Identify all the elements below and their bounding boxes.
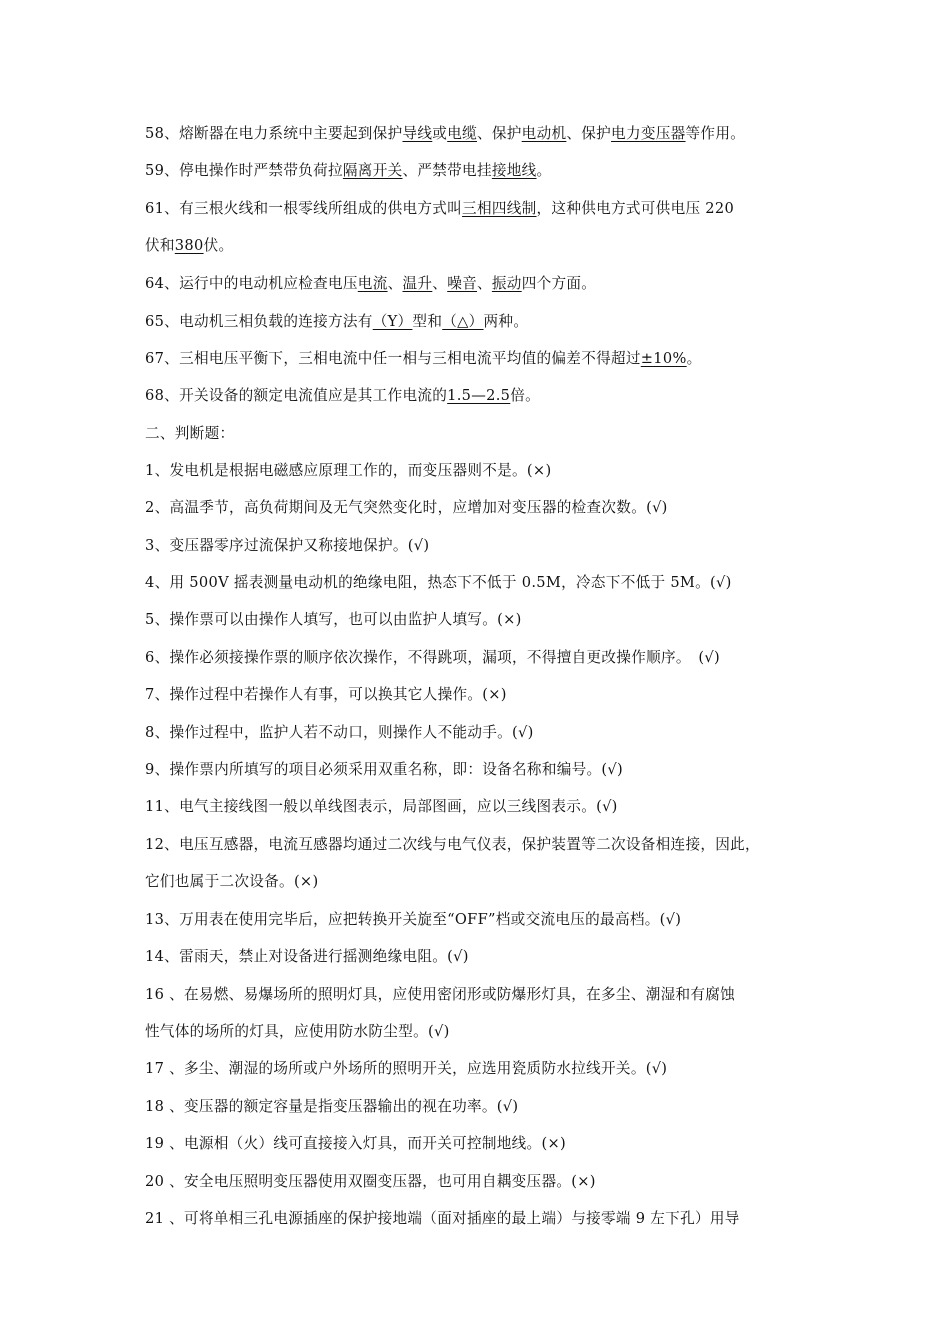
question-text: 59、停电操作时严禁带负荷拉 (145, 162, 343, 179)
question-text: 65、电动机三相负载的连接方法有 (145, 313, 373, 330)
question-text: 67、三相电压平衡下，三相电流中任一相与三相电流平均值的偏差不得超过 (145, 350, 641, 367)
answer-blank: 三相四线制 (462, 200, 537, 217)
answer-blank: 接地线 (491, 162, 537, 179)
answer-blank: 电力变压器 (611, 125, 686, 142)
judgment-line: 6、操作必须接操作票的顺序依次操作，不得跳项，漏项，不得擅自更改操作顺序。 (√) (145, 649, 720, 666)
question-text: 58、熔断器在电力系统中主要起到保护 (145, 125, 403, 142)
answer-blank: 隔离开关 (342, 162, 403, 179)
judgment-line: 13、万用表在使用完毕后，应把转换开关旋至“OFF”档或交流电压的最高档。(√) (145, 911, 682, 928)
question-text: 、 (387, 275, 403, 292)
answer-blank: 温升 (402, 275, 433, 292)
fill-blank-line (145, 199, 734, 219)
question-text: 68、开关设备的额定电流值应是其工作电流的 (145, 387, 448, 404)
judgment-line: 19 、电源相（火）线可直接接入灯具，而开关可控制地线。(×) (145, 1135, 566, 1152)
question-text: 四个方面。 (521, 275, 597, 292)
judgment-line: 1、发电机是根据电磁感应原理工作的，而变压器则不是。(×) (145, 462, 552, 479)
answer-blank: 电缆 (447, 125, 477, 142)
question-text: 、保护 (566, 125, 612, 142)
judgment-line: 21 、可将单相三孔电源插座的保护接地端（面对插座的最上端）与接零端 9 左下孔）用导 (145, 1210, 740, 1227)
answer-blank: ±10% (640, 350, 687, 367)
judgment-line: 18 、变压器的额定容量是指变压器输出的视在功率。(√) (145, 1098, 519, 1115)
judgment-line: 9、操作票内所填写的项目必须采用双重名称，即：设备名称和编号。(√) (145, 761, 623, 778)
question-text: 、 (477, 275, 492, 292)
judgment-line: 3、变压器零序过流保护又称接地保护。(√) (145, 537, 430, 554)
judgment-line: 12、电压互感器，电流互感器均通过二次线与电气仪表，保护装置等二次设备相连接，因此， (145, 836, 760, 853)
answer-blank: 1.5—2.5 (447, 387, 511, 404)
question-text: 、严禁带电挂 (402, 162, 492, 179)
answer-blank: 380 (174, 237, 204, 254)
question-text: 伏和 (145, 237, 175, 254)
fill-blank-line (145, 124, 745, 144)
judgment-line: 2、高温季节，高负荷期间及无气突然变化时，应增加对变压器的检查次数。(√) (145, 499, 668, 516)
judgment-line: 14、雷雨天，禁止对设备进行摇测绝缘电阻。(√) (145, 948, 469, 965)
question-text: 型和 (412, 313, 443, 330)
answer-blank: 电动机 (521, 125, 567, 142)
fill-blank-line (145, 349, 702, 369)
question-text: 。 (686, 350, 702, 367)
question-text: 伏。 (203, 237, 234, 254)
question-text: 。 (536, 162, 552, 179)
answer-blank: （△） (442, 313, 484, 330)
question-text: 、保护 (476, 125, 522, 142)
fill-blank-line (145, 236, 233, 256)
question-text: 或 (432, 125, 448, 142)
answer-blank: （Y） (372, 313, 413, 330)
question-text: 64、运行中的电动机应检查电压 (145, 275, 358, 292)
judgment-line: 8、操作过程中，监护人若不动口，则操作人不能动手。(√) (145, 724, 534, 741)
judgment-line: 性气体的场所的灯具，应使用防水防尘型。(√) (145, 1023, 450, 1040)
question-text: 倍。 (510, 387, 541, 404)
fill-blank-line (145, 386, 540, 406)
fill-blank-line (145, 161, 551, 181)
judgment-line: 7、操作过程中若操作人有事，可以换其它人操作。(×) (145, 686, 507, 703)
fill-blank-line (145, 274, 596, 294)
judgment-line: 4、用 500V 摇表测量电动机的绝缘电阻，热态下不低于 0.5M，冷态下不低于 5M。(√) (145, 574, 732, 591)
question-text: 等作用。 (685, 125, 746, 142)
judgment-line: 5、操作票可以由操作人填写，也可以由监护人填写。(×) (145, 611, 522, 628)
judgment-line: 它们也属于二次设备。(×) (145, 873, 319, 890)
fill-blank-line (145, 312, 528, 332)
answer-blank: 电流 (357, 275, 388, 292)
judgment-line: 11、电气主接线图一般以单线图表示，局部图画，应以三线图表示。(√) (145, 798, 618, 815)
judgment-line: 17 、多尘、潮湿的场所或户外场所的照明开关，应选用瓷质防水拉线开关。(√) (145, 1060, 668, 1077)
judgment-line: 16 、在易燃、易爆场所的照明灯具，应使用密闭形或防爆形灯具，在多尘、潮湿和有腐蚀 (145, 986, 736, 1003)
answer-blank: 振动 (491, 275, 522, 292)
answer-blank: 噪音 (447, 275, 477, 292)
judgment-line: 20 、安全电压照明变压器使用双圈变压器，也可用自耦变压器。(×) (145, 1173, 596, 1190)
section-title-judgment: 二、判断题： (145, 425, 235, 442)
answer-blank: 导线 (402, 125, 433, 142)
question-text: 两种。 (483, 313, 529, 330)
question-text: ，这种供电方式可供电压 220 (536, 200, 735, 217)
question-text: 61、有三根火线和一根零线所组成的供电方式叫 (145, 200, 463, 217)
question-text: 、 (432, 275, 448, 292)
